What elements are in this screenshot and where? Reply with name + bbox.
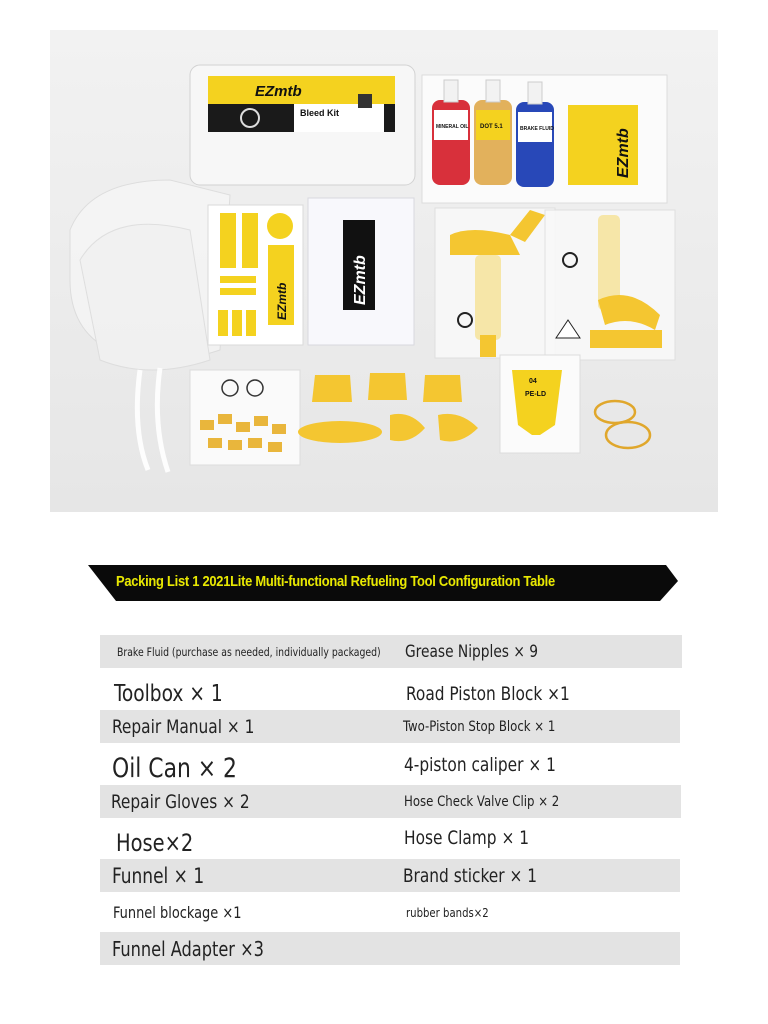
recycle-label: PE-LD [525, 391, 546, 398]
repair-manual [308, 198, 414, 345]
grease-nipples-packet [190, 370, 300, 465]
table-cell [389, 710, 680, 743]
banner-title: Packing List 1 2021Lite Multi-functional Refueling Tool Configuration Table [116, 573, 555, 590]
sticker-sheet [208, 205, 303, 345]
cell-text: Repair Gloves × 2 [111, 790, 250, 813]
syringe-packet-2 [545, 210, 675, 360]
sticker-brand: EZmtb [275, 282, 289, 320]
recycle-number: 04 [529, 378, 537, 385]
bleed-kit-contents-illustration [50, 30, 718, 512]
cell-text: Hose Check Valve Clip × 2 [404, 793, 560, 810]
cell-text: Road Piston Block ×1 [406, 682, 570, 705]
table-cell [389, 859, 680, 892]
table-cell [100, 932, 393, 965]
table-cell [100, 785, 392, 818]
cell-text: Funnel × 1 [112, 863, 205, 888]
table-cell [389, 785, 681, 818]
table-cell [100, 752, 393, 785]
cell-text: Two-Piston Stop Block × 1 [403, 718, 556, 735]
toolbox [190, 65, 415, 185]
table-cell [389, 896, 683, 929]
table-cell [389, 748, 681, 781]
cell-text: Hose×2 [116, 828, 194, 857]
bottle-2-label: DOT 5.1 [480, 124, 503, 130]
cell-text: Toolbox × 1 [114, 680, 223, 707]
bottle-1-label: MINERAL OIL [436, 124, 469, 130]
funnel-packet [500, 355, 580, 453]
cell-text: Brand sticker × 1 [403, 864, 538, 887]
table-cell [100, 896, 394, 929]
table-cell [389, 821, 681, 854]
cell-text: Oil Can × 2 [112, 753, 237, 784]
packet-brand: EZmtb [615, 128, 632, 178]
oil-bottles-packet [422, 75, 667, 203]
manual-brand: EZmtb [352, 255, 369, 305]
cell-text: Grease Nipples × 9 [405, 641, 539, 662]
packing-list-banner [88, 565, 678, 601]
product-photo [50, 30, 718, 512]
cell-text: Repair Manual × 1 [112, 715, 255, 738]
cell-text: Hose Clamp × 1 [404, 826, 530, 849]
table-cell [100, 710, 393, 743]
bottle-3-label: BRAKE FLUID [520, 126, 554, 132]
syringe-packet-1 [435, 208, 555, 358]
cell-text: rubber bands×2 [406, 905, 489, 920]
table-cell [389, 677, 683, 710]
table-cell [389, 635, 682, 668]
table-cell [100, 859, 393, 892]
box-label: Bleed Kit [300, 108, 340, 118]
cell-text: 4-piston caliper × 1 [404, 753, 556, 776]
table-cell-empty [389, 932, 680, 965]
box-brand: EZmtb [255, 83, 302, 100]
cell-text: Funnel blockage ×1 [113, 903, 242, 922]
table-cell [100, 635, 398, 668]
table-cell [100, 826, 397, 859]
cell-text: Brake Fluid (purchase as needed, individually packaged) [117, 644, 381, 659]
cell-text: Funnel Adapter ×3 [112, 936, 264, 961]
table-cell [100, 677, 395, 710]
